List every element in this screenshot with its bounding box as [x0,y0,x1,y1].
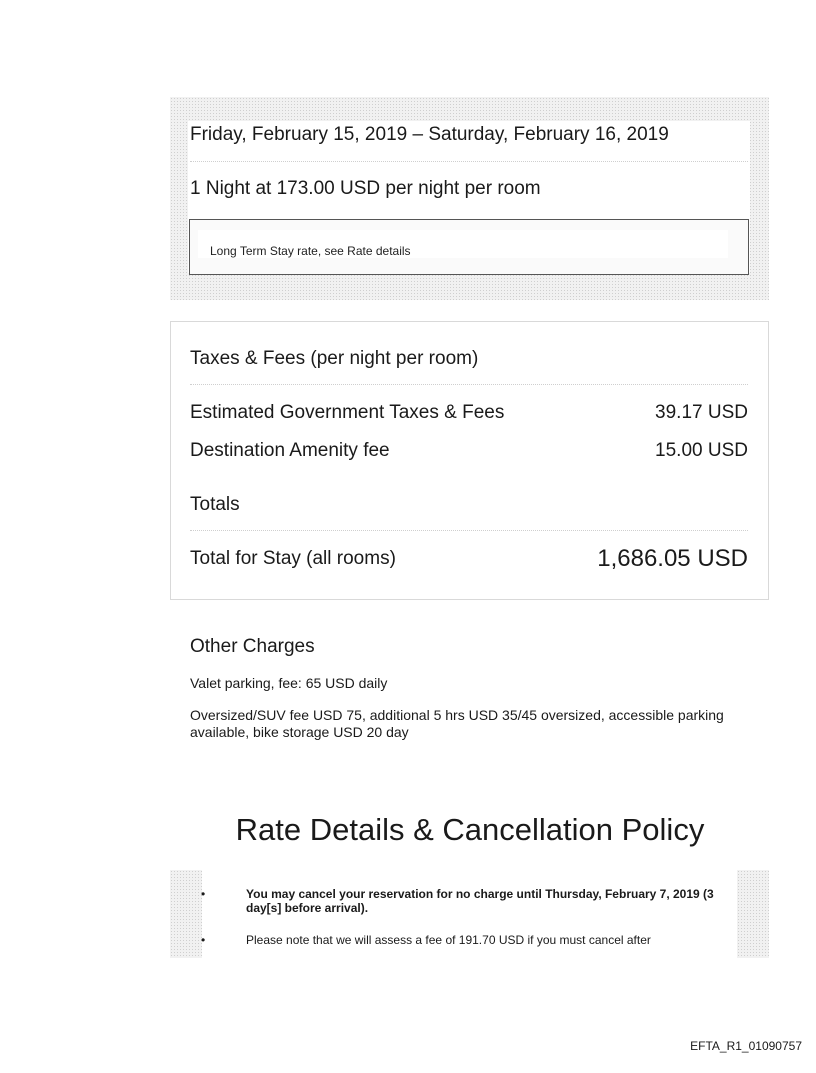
other-charges-title: Other Charges [190,636,315,657]
nightly-rate: 1 Night at 173.00 USD per night per room [190,178,541,199]
oversized-parking-text: Oversized/SUV fee USD 75, additional 5 hrs USD 35/45 oversized, accessible parking available, bike storage USD 20 day [190,707,724,740]
rate-note-link[interactable]: Long Term Stay rate, see Rate details [210,244,411,258]
fee-label-government-taxes: Estimated Government Taxes & Fees [190,402,505,423]
bullet-icon: • [201,933,206,947]
policy-item: Please note that we will assess a fee of 191.70 USD if you must cancel after [246,933,651,947]
document-id: EFTA_R1_01090757 [690,1039,802,1053]
policy-band [737,870,769,958]
fee-value-destination-amenity: 15.00 USD [655,440,748,461]
policy-band [170,870,202,958]
total-label: Total for Stay (all rooms) [190,548,396,569]
policy-title: Rate Details & Cancellation Policy [235,812,705,847]
bullet-icon: • [201,887,206,901]
total-value: 1,686.05 USD [597,545,748,572]
totals-heading: Totals [190,494,240,515]
policy-item: You may cancel your reservation for no charge until Thursday, February 7, 2019 (3 day[s] before arrival). [246,887,714,915]
fee-value-government-taxes: 39.17 USD [655,402,748,423]
stay-dates: Friday, February 15, 2019 – Saturday, February 16, 2019 [190,124,669,145]
divider [190,530,748,531]
valet-parking-text: Valet parking, fee: 65 USD daily [190,675,388,691]
fees-heading: Taxes & Fees (per night per room) [190,348,479,369]
fee-label-destination-amenity: Destination Amenity fee [190,440,390,461]
divider [190,384,748,385]
divider [190,161,748,162]
